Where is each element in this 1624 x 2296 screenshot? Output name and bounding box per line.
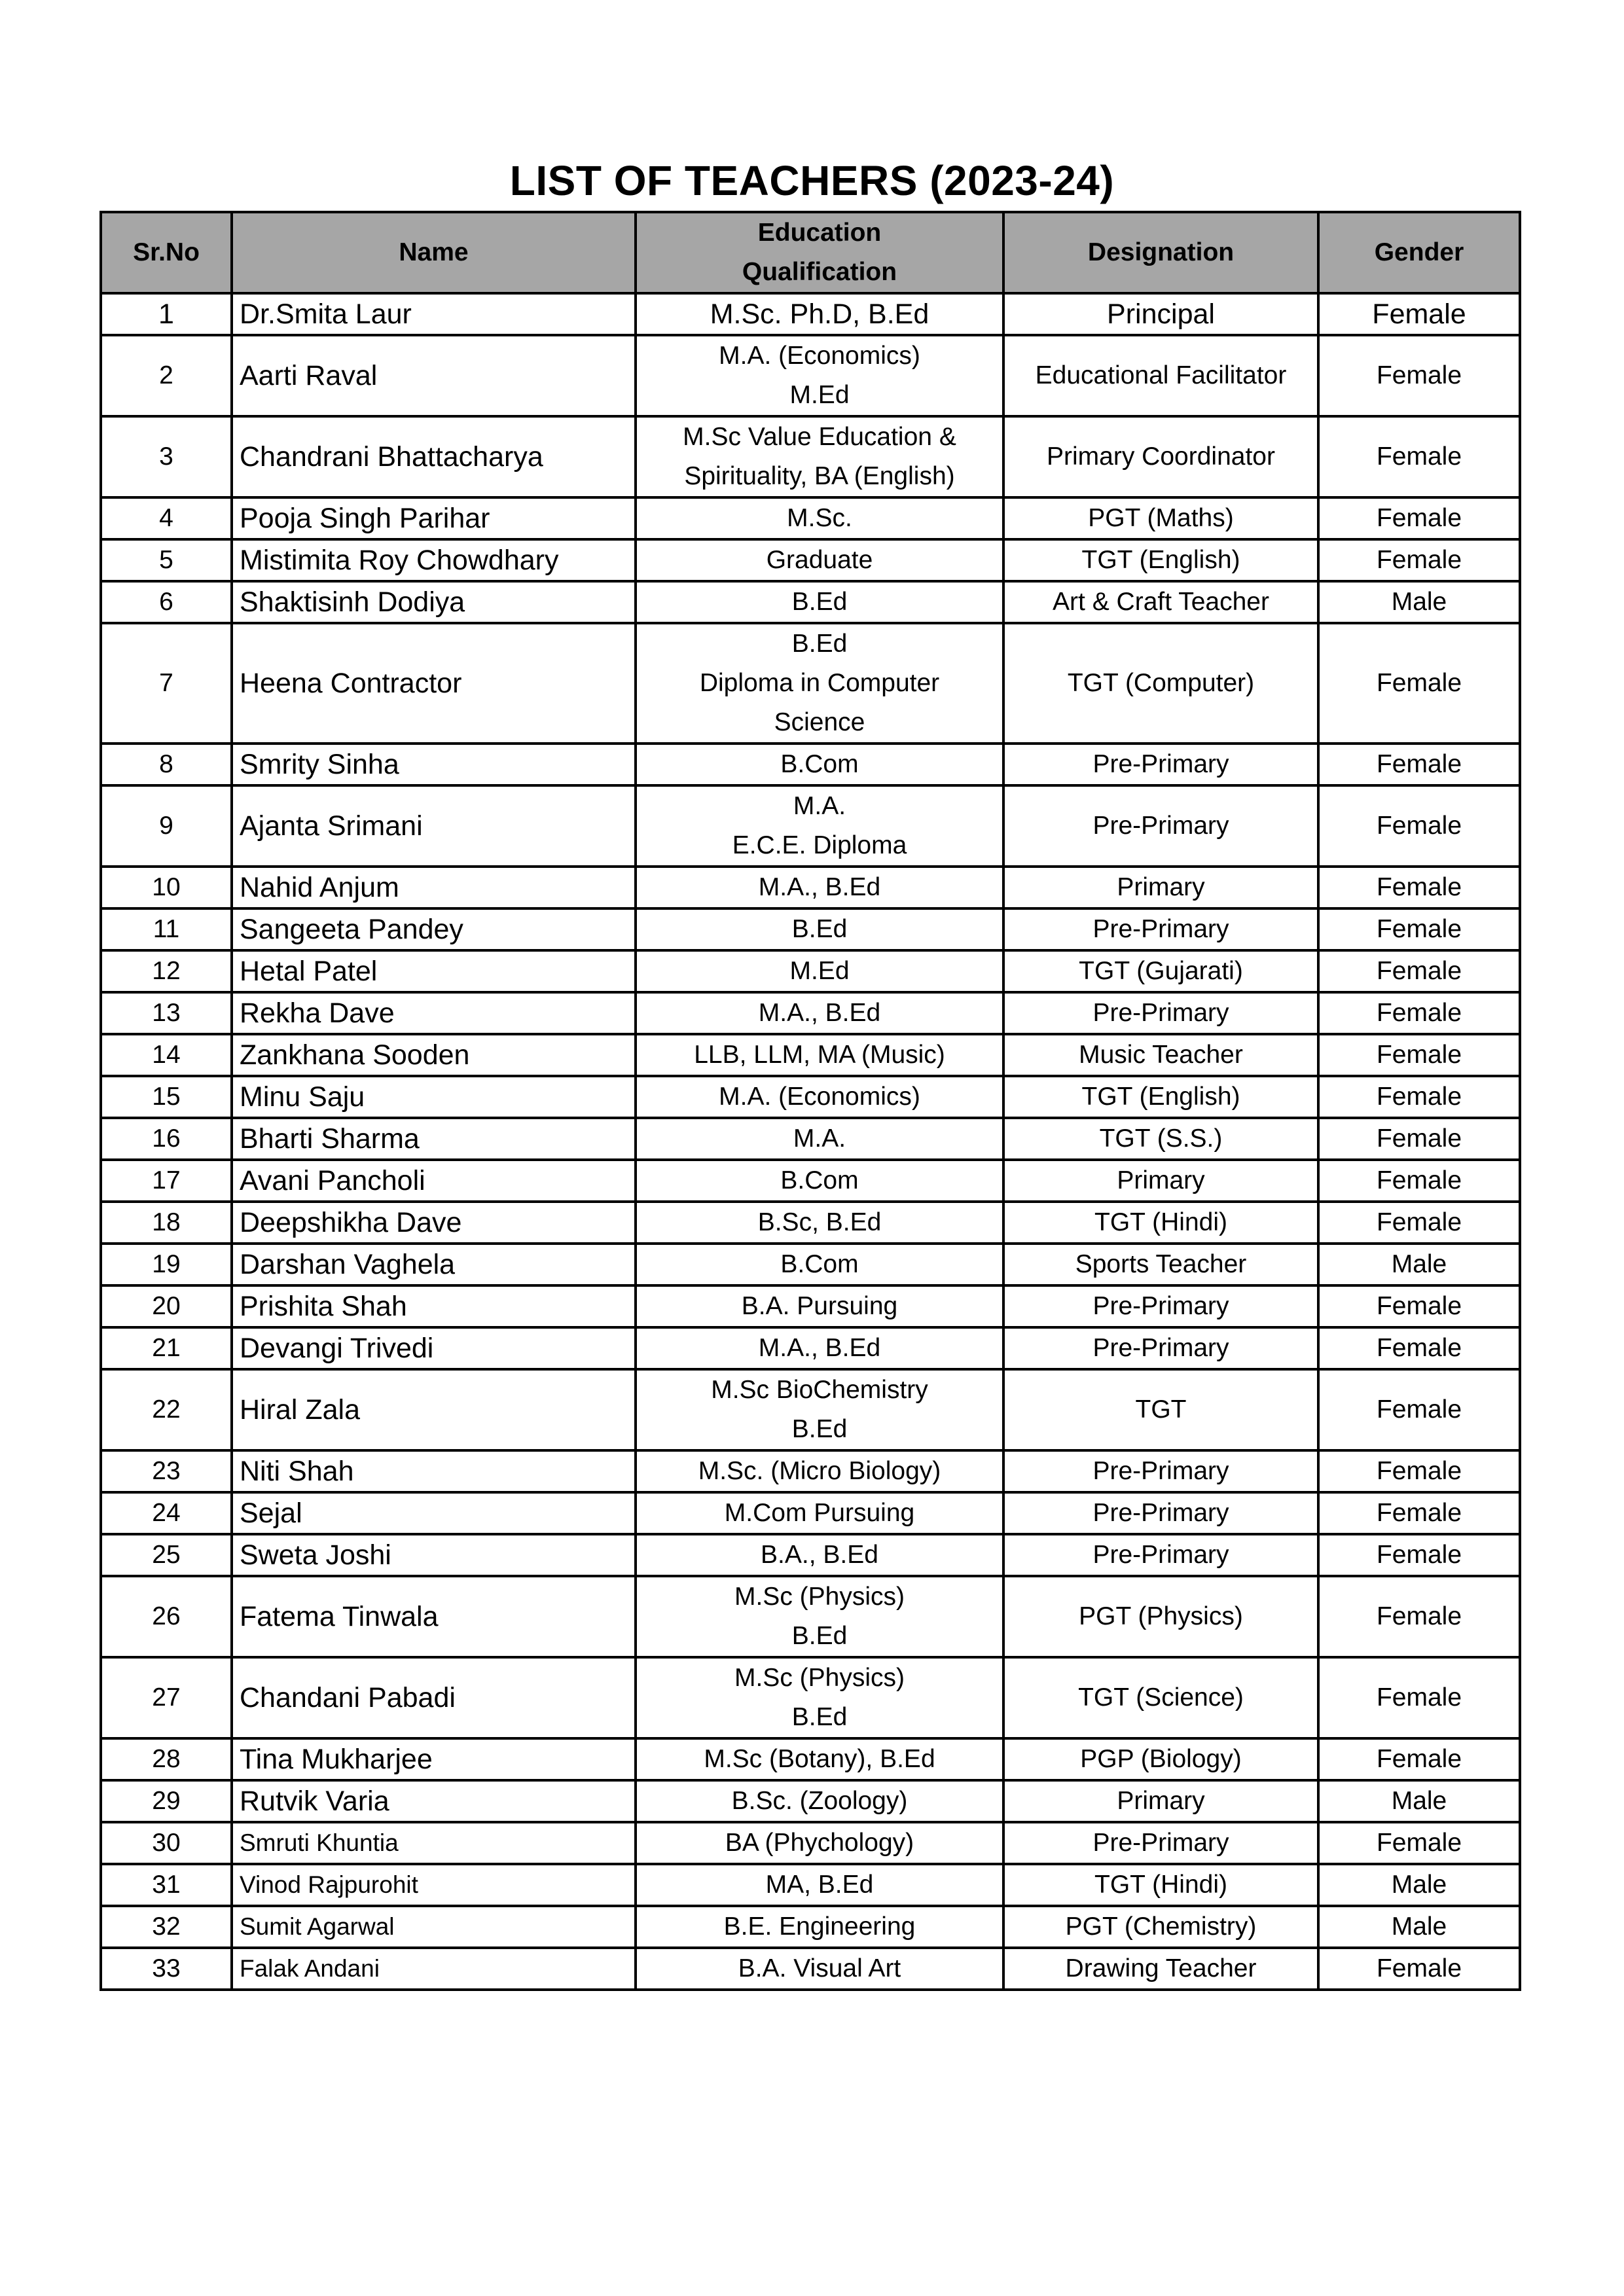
cell-designation: Art & Craft Teacher (1003, 581, 1318, 623)
cell-sr-no: 17 (101, 1160, 232, 1202)
cell-gender: Female (1318, 1076, 1520, 1118)
cell-name: Hetal Patel (232, 950, 636, 992)
table-row (101, 539, 1520, 581)
cell-education (636, 539, 1003, 581)
cell-designation: Pre-Primary (1003, 1534, 1318, 1576)
cell-gender: Female (1318, 623, 1520, 744)
education-line: Diploma in Computer (699, 669, 940, 697)
cell-gender: Female (1318, 785, 1520, 867)
cell-name: Sejal (232, 1492, 636, 1534)
table-row (101, 1657, 1520, 1738)
education-line: B.Com (780, 750, 859, 778)
column-header-name: Name (232, 212, 636, 293)
table-header-row (101, 212, 1520, 293)
cell-education (636, 1864, 1003, 1906)
cell-education (636, 1948, 1003, 1990)
cell-gender: Male (1318, 1864, 1520, 1906)
cell-designation: Pre-Primary (1003, 744, 1318, 785)
education-line: M.Sc. (787, 504, 852, 532)
cell-education (636, 416, 1003, 497)
cell-name: Prishita Shah (232, 1285, 636, 1327)
education-line: M.A. (793, 792, 846, 820)
education-line: B.A. Visual Art (738, 1954, 901, 1982)
cell-gender: Female (1318, 1118, 1520, 1160)
table-row (101, 1034, 1520, 1076)
cell-sr-no: 23 (101, 1450, 232, 1492)
cell-designation: Pre-Primary (1003, 1450, 1318, 1492)
cell-sr-no: 29 (101, 1780, 232, 1822)
cell-education (636, 1160, 1003, 1202)
cell-sr-no: 20 (101, 1285, 232, 1327)
education-line: BA (Phychology) (725, 1829, 914, 1857)
cell-education (636, 1450, 1003, 1492)
cell-designation: Pre-Primary (1003, 1327, 1318, 1369)
education-line: M.Sc (Botany), B.Ed (704, 1745, 935, 1773)
cell-sr-no: 28 (101, 1738, 232, 1780)
cell-designation: TGT (Science) (1003, 1657, 1318, 1738)
education-line: B.Ed (791, 1415, 848, 1443)
education-line: E.C.E. Diploma (732, 831, 907, 859)
teachers-table (99, 211, 1521, 1991)
education-line: M.A. (Economics) (719, 342, 920, 370)
cell-sr-no: 16 (101, 1118, 232, 1160)
table-row (101, 1534, 1520, 1576)
cell-name: Darshan Vaghela (232, 1244, 636, 1285)
education-line: M.A., B.Ed (758, 999, 881, 1027)
cell-designation: Sports Teacher (1003, 1244, 1318, 1285)
cell-sr-no: 6 (101, 581, 232, 623)
education-line: M.Sc (Physics) (734, 1664, 905, 1692)
table-row (101, 1327, 1520, 1369)
cell-designation: Pre-Primary (1003, 908, 1318, 950)
cell-gender: Female (1318, 497, 1520, 539)
table-row (101, 1244, 1520, 1285)
table-row (101, 785, 1520, 867)
cell-education (636, 785, 1003, 867)
education-line: B.A. Pursuing (741, 1292, 898, 1320)
table-row (101, 1285, 1520, 1327)
table-body (101, 293, 1520, 1990)
cell-gender: Female (1318, 1369, 1520, 1450)
cell-education (636, 908, 1003, 950)
cell-name: Smrity Sinha (232, 744, 636, 785)
table-row (101, 1906, 1520, 1948)
cell-education (636, 1576, 1003, 1657)
cell-name: Pooja Singh Parihar (232, 497, 636, 539)
education-line: B.A., B.Ed (761, 1541, 878, 1569)
cell-designation: Pre-Primary (1003, 1285, 1318, 1327)
education-line: LLB, LLM, MA (Music) (694, 1041, 945, 1069)
cell-name: Tina Mukharjee (232, 1738, 636, 1780)
table-row (101, 1369, 1520, 1450)
education-line: M.Sc Value Education & (683, 423, 956, 451)
cell-designation: Pre-Primary (1003, 992, 1318, 1034)
cell-designation: PGP (Biology) (1003, 1738, 1318, 1780)
column-header-education (636, 212, 1003, 293)
cell-education (636, 950, 1003, 992)
cell-gender: Female (1318, 1822, 1520, 1864)
cell-name: Bharti Sharma (232, 1118, 636, 1160)
cell-sr-no: 30 (101, 1822, 232, 1864)
cell-name: Deepshikha Dave (232, 1202, 636, 1244)
column-header-gender: Gender (1318, 212, 1520, 293)
cell-gender: Female (1318, 293, 1520, 335)
cell-name: Mistimita Roy Chowdhary (232, 539, 636, 581)
cell-designation: TGT (Hindi) (1003, 1202, 1318, 1244)
cell-gender: Female (1318, 744, 1520, 785)
cell-education (636, 1738, 1003, 1780)
cell-name: Avani Pancholi (232, 1160, 636, 1202)
education-line: M.Ed (789, 957, 850, 985)
education-line: M.Com Pursuing (724, 1499, 915, 1527)
cell-sr-no: 27 (101, 1657, 232, 1738)
table-row (101, 416, 1520, 497)
cell-designation: PGT (Maths) (1003, 497, 1318, 539)
table-row (101, 1202, 1520, 1244)
cell-name: Nahid Anjum (232, 867, 636, 908)
cell-gender: Female (1318, 416, 1520, 497)
education-line: B.Com (780, 1166, 859, 1194)
cell-education (636, 1906, 1003, 1948)
cell-sr-no: 4 (101, 497, 232, 539)
cell-education (636, 1492, 1003, 1534)
table-row (101, 1492, 1520, 1534)
cell-name: Sweta Joshi (232, 1534, 636, 1576)
cell-name: Smruti Khuntia (232, 1822, 636, 1864)
cell-sr-no: 33 (101, 1948, 232, 1990)
cell-name: Fatema Tinwala (232, 1576, 636, 1657)
cell-education (636, 867, 1003, 908)
cell-education (636, 1534, 1003, 1576)
cell-gender: Male (1318, 581, 1520, 623)
table-row (101, 1450, 1520, 1492)
education-line: B.Sc. (Zoology) (731, 1787, 908, 1815)
table-row (101, 950, 1520, 992)
cell-designation: PGT (Physics) (1003, 1576, 1318, 1657)
cell-education (636, 1285, 1003, 1327)
education-line: B.Ed (791, 1622, 848, 1650)
table-row (101, 1780, 1520, 1822)
cell-education (636, 1034, 1003, 1076)
cell-name: Sumit Agarwal (232, 1906, 636, 1948)
cell-gender: Female (1318, 1160, 1520, 1202)
cell-designation: Pre-Primary (1003, 1492, 1318, 1534)
education-line: Graduate (766, 546, 873, 574)
cell-gender: Female (1318, 950, 1520, 992)
cell-name: Chandrani Bhattacharya (232, 416, 636, 497)
cell-sr-no: 3 (101, 416, 232, 497)
cell-education (636, 497, 1003, 539)
cell-designation: Educational Facilitator (1003, 335, 1318, 416)
cell-gender: Female (1318, 1202, 1520, 1244)
cell-name: Chandani Pabadi (232, 1657, 636, 1738)
education-line: M.Sc. Ph.D, B.Ed (710, 298, 929, 330)
education-line: M.Sc BioChemistry (711, 1376, 928, 1404)
cell-sr-no: 15 (101, 1076, 232, 1118)
cell-name: Hiral Zala (232, 1369, 636, 1450)
cell-sr-no: 22 (101, 1369, 232, 1450)
education-line: M.A. (Economics) (719, 1083, 920, 1111)
cell-designation: Primary (1003, 1160, 1318, 1202)
cell-sr-no: 12 (101, 950, 232, 992)
cell-sr-no: 31 (101, 1864, 232, 1906)
cell-designation: Pre-Primary (1003, 1822, 1318, 1864)
table-row (101, 581, 1520, 623)
table-row (101, 1864, 1520, 1906)
cell-designation: PGT (Chemistry) (1003, 1906, 1318, 1948)
table-row (101, 1160, 1520, 1202)
education-line: Spirituality, BA (English) (684, 462, 955, 490)
cell-sr-no: 21 (101, 1327, 232, 1369)
education-line: B.Ed (791, 588, 848, 616)
cell-name: Falak Andani (232, 1948, 636, 1990)
cell-designation: Principal (1003, 293, 1318, 335)
cell-gender: Male (1318, 1906, 1520, 1948)
cell-gender: Female (1318, 1492, 1520, 1534)
table-row (101, 335, 1520, 416)
table-row (101, 293, 1520, 335)
page-title: LIST OF TEACHERS (2023-24) (509, 157, 1115, 204)
education-line: Science (774, 708, 865, 736)
column-header-sr-no: Sr.No (101, 212, 232, 293)
cell-sr-no: 24 (101, 1492, 232, 1534)
cell-gender: Female (1318, 1534, 1520, 1576)
cell-designation: Primary Coordinator (1003, 416, 1318, 497)
education-line: B.Ed (791, 1703, 848, 1731)
cell-name: Dr.Smita Laur (232, 293, 636, 335)
cell-name: Rekha Dave (232, 992, 636, 1034)
education-line: M.Sc (Physics) (734, 1583, 905, 1611)
cell-education (636, 1076, 1003, 1118)
cell-designation: TGT (1003, 1369, 1318, 1450)
cell-gender: Female (1318, 1576, 1520, 1657)
cell-sr-no: 9 (101, 785, 232, 867)
cell-sr-no: 8 (101, 744, 232, 785)
cell-gender: Female (1318, 539, 1520, 581)
cell-gender: Female (1318, 335, 1520, 416)
cell-gender: Female (1318, 1034, 1520, 1076)
cell-sr-no: 2 (101, 335, 232, 416)
cell-education (636, 1822, 1003, 1864)
cell-name: Minu Saju (232, 1076, 636, 1118)
cell-designation: TGT (English) (1003, 1076, 1318, 1118)
cell-sr-no: 13 (101, 992, 232, 1034)
cell-designation: TGT (Gujarati) (1003, 950, 1318, 992)
education-line: M.Ed (789, 381, 850, 409)
table-row (101, 1948, 1520, 1990)
cell-name: Devangi Trivedi (232, 1327, 636, 1369)
education-line: B.Ed (791, 915, 848, 943)
cell-education (636, 1327, 1003, 1369)
cell-sr-no: 14 (101, 1034, 232, 1076)
table-row (101, 992, 1520, 1034)
table-row (101, 1076, 1520, 1118)
cell-sr-no: 18 (101, 1202, 232, 1244)
cell-name: Aarti Raval (232, 335, 636, 416)
cell-designation: Music Teacher (1003, 1034, 1318, 1076)
cell-gender: Female (1318, 1285, 1520, 1327)
cell-name: Niti Shah (232, 1450, 636, 1492)
cell-sr-no: 25 (101, 1534, 232, 1576)
cell-designation: TGT (S.S.) (1003, 1118, 1318, 1160)
cell-name: Sangeeta Pandey (232, 908, 636, 950)
cell-education (636, 1202, 1003, 1244)
cell-education (636, 335, 1003, 416)
cell-gender: Female (1318, 908, 1520, 950)
table-row (101, 867, 1520, 908)
cell-name: Shaktisinh Dodiya (232, 581, 636, 623)
cell-sr-no: 32 (101, 1906, 232, 1948)
table-row (101, 1822, 1520, 1864)
education-line: M.A. (793, 1124, 846, 1153)
education-line: B.E. Engineering (723, 1912, 916, 1941)
cell-gender: Female (1318, 1948, 1520, 1990)
cell-name: Ajanta Srimani (232, 785, 636, 867)
education-line: M.Sc. (Micro Biology) (698, 1457, 941, 1485)
education-line: M.A., B.Ed (758, 1334, 881, 1362)
cell-name: Zankhana Sooden (232, 1034, 636, 1076)
table-row (101, 623, 1520, 744)
cell-gender: Male (1318, 1244, 1520, 1285)
cell-name: Rutvik Varia (232, 1780, 636, 1822)
cell-designation: TGT (English) (1003, 539, 1318, 581)
cell-designation: Primary (1003, 867, 1318, 908)
cell-sr-no: 11 (101, 908, 232, 950)
cell-gender: Female (1318, 992, 1520, 1034)
cell-designation: TGT (Computer) (1003, 623, 1318, 744)
cell-gender: Male (1318, 1780, 1520, 1822)
cell-gender: Female (1318, 1327, 1520, 1369)
table-row (101, 1118, 1520, 1160)
cell-education (636, 1369, 1003, 1450)
education-line: MA, B.Ed (765, 1871, 874, 1899)
cell-sr-no: 7 (101, 623, 232, 744)
education-line: B.Ed (791, 630, 848, 658)
cell-designation: Drawing Teacher (1003, 1948, 1318, 1990)
cell-gender: Female (1318, 867, 1520, 908)
cell-education (636, 992, 1003, 1034)
cell-education (636, 1780, 1003, 1822)
column-header-designation: Designation (1003, 212, 1318, 293)
table-row (101, 497, 1520, 539)
cell-sr-no: 26 (101, 1576, 232, 1657)
cell-sr-no: 1 (101, 293, 232, 335)
cell-name: Vinod Rajpurohit (232, 1864, 636, 1906)
cell-education (636, 1244, 1003, 1285)
cell-gender: Female (1318, 1450, 1520, 1492)
education-line: B.Sc, B.Ed (757, 1208, 882, 1236)
cell-gender: Female (1318, 1657, 1520, 1738)
table-row (101, 744, 1520, 785)
cell-education (636, 1657, 1003, 1738)
cell-designation: Pre-Primary (1003, 785, 1318, 867)
cell-name: Heena Contractor (232, 623, 636, 744)
cell-education (636, 744, 1003, 785)
cell-sr-no: 19 (101, 1244, 232, 1285)
cell-education (636, 293, 1003, 335)
cell-sr-no: 10 (101, 867, 232, 908)
cell-designation: TGT (Hindi) (1003, 1864, 1318, 1906)
cell-education (636, 1118, 1003, 1160)
education-line: M.A., B.Ed (758, 873, 881, 901)
table-row (101, 908, 1520, 950)
column-header-education-line2: Qualification (742, 258, 897, 286)
cell-sr-no: 5 (101, 539, 232, 581)
table-row (101, 1576, 1520, 1657)
cell-education (636, 581, 1003, 623)
education-line: B.Com (780, 1250, 859, 1278)
cell-education (636, 623, 1003, 744)
cell-designation: Primary (1003, 1780, 1318, 1822)
cell-gender: Female (1318, 1738, 1520, 1780)
table-row (101, 1738, 1520, 1780)
column-header-education-line1: Education (757, 219, 882, 247)
